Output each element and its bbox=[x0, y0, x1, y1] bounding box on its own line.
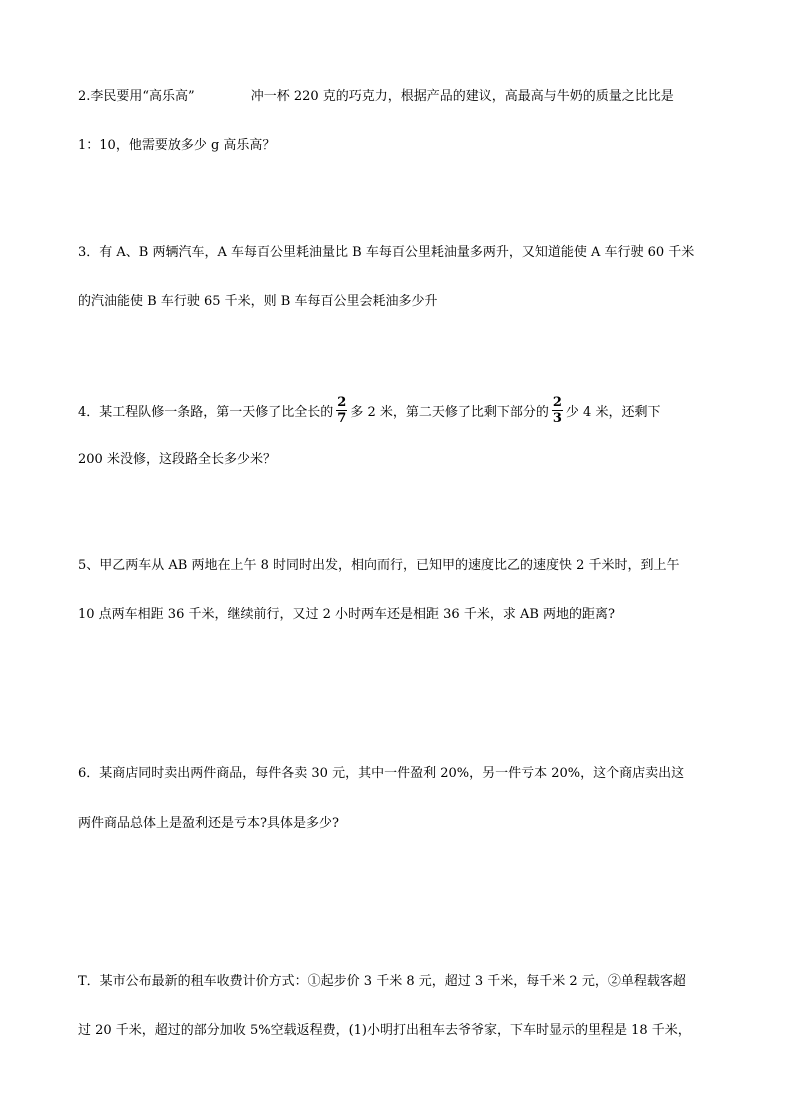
problem-6-line-1: 6．某商店同时卖出两件商品，每件各卖 30 元，其中一件盈利 20%，另一件亏本 20%，这个商店卖出这 bbox=[78, 766, 685, 781]
problem-4-text-a: 4．某工程队修一条路，第一天修了比全长的 bbox=[78, 405, 334, 420]
problem-7-line-1: T．某市公布最新的租车收费计价方式：①起步价 3 千米 8 元，超过 3 千米，每千米 2 元，②单程载客超 bbox=[78, 974, 686, 989]
fraction-numerator: 2 bbox=[552, 395, 562, 410]
problem-5-line-1: 5、甲乙两车从 AB 两地在上午 8 时同时出发，相向而行，已知甲的速度比乙的速度快 2 千米时，到上午 bbox=[78, 558, 680, 573]
fraction-numerator: 2 bbox=[337, 395, 347, 410]
problem-2-text-a: 2.李民要用“高乐高” bbox=[78, 89, 195, 104]
problem-3-line-2: 的汽油能使 B 车行驶 65 千米，则 B 车每百公里会耗油多少升 bbox=[78, 294, 438, 309]
problem-2-text-b: 冲一杯 220 克的巧克力，根据产品的建议，高最高与牛奶的质量之比比是 bbox=[250, 89, 674, 104]
problem-2-line-1 bbox=[78, 88, 723, 106]
problem-4-line-2: 200 米没修，这段路全长多少米？ bbox=[78, 452, 276, 467]
problem-4-text-c: 少 4 米，还剩下 bbox=[565, 405, 661, 420]
problem-6-line-2: 两件商品总体上是盈利还是亏本?具体是多少? bbox=[78, 816, 339, 831]
problem-7-line-2: 过 20 千米，超过的部分加收 5%空载返程费，(1)小明打出租车去爷爷家，下车时显示的里程是 18 千米， bbox=[78, 1023, 691, 1038]
problem-2-line-2: 1：10，他需要放多少 g 高乐高？ bbox=[78, 138, 276, 153]
fraction-two-sevenths bbox=[336, 396, 347, 425]
fraction-two-thirds bbox=[552, 396, 563, 425]
problem-5-line-2: 10 点两车相距 36 千米，继续前行，又过 2 小时两车还是相距 36 千米，求 AB 两地的距离? bbox=[78, 607, 615, 622]
problem-4-text-b: 多 2 米，第二天修了比剩下部分的 bbox=[350, 405, 549, 420]
fraction-denominator: 3 bbox=[552, 411, 562, 426]
problem-3-line-1: 3．有 A、B 两辆汽车，A 车每百公里耗油量比 B 车每百公里耗油量多两升，又知道能使 A 车行驶 60 千米 bbox=[78, 245, 695, 260]
problem-4-line-1 bbox=[78, 395, 723, 427]
fraction-denominator: 7 bbox=[337, 411, 347, 426]
